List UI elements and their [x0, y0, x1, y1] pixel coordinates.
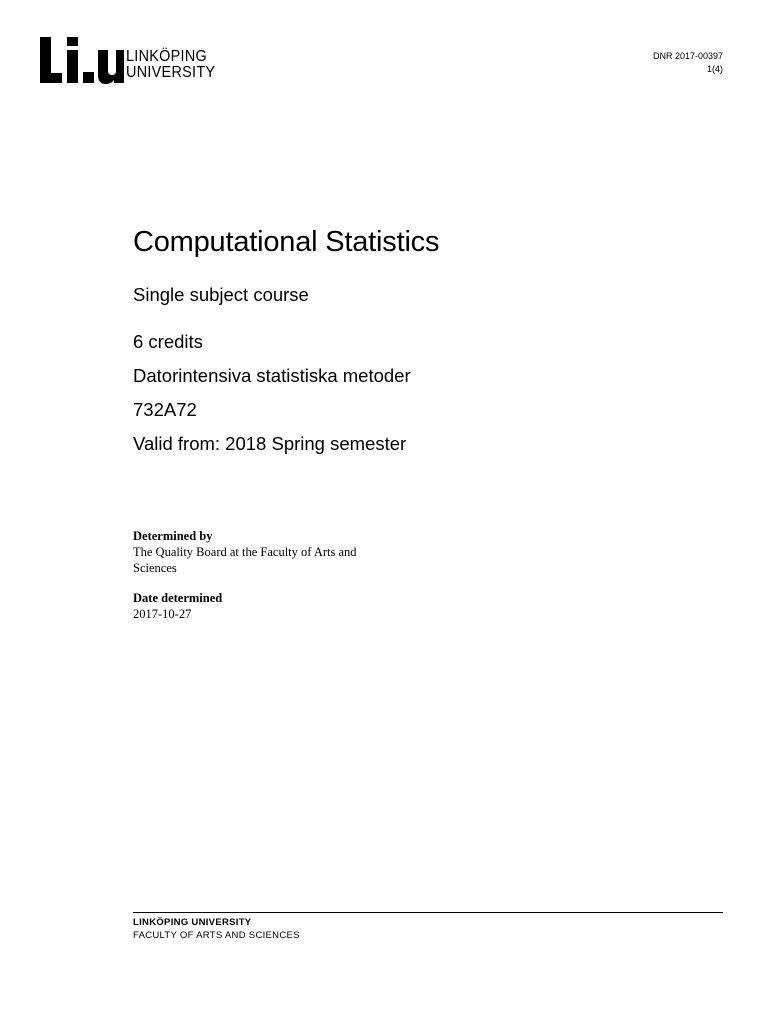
determined-by-label: Determined by: [133, 529, 213, 543]
course-info: [133, 330, 411, 466]
footer: [133, 916, 300, 942]
course-code: 732A72: [133, 399, 197, 420]
liu-logo-mark-icon: [40, 37, 124, 85]
logo-line-1: LINKÖPING: [126, 48, 208, 65]
document-reference: [653, 50, 723, 76]
course-credits: 6 credits: [133, 331, 203, 352]
determination-block: [133, 528, 403, 636]
footer-divider: [133, 912, 723, 913]
determined-by-group: [133, 528, 403, 576]
logo-wordmark: [126, 49, 215, 81]
course-type: Single subject course: [133, 284, 309, 305]
course-swedish-name: Datorintensiva statistiska metoder: [133, 365, 411, 386]
footer-faculty: FACULTY OF ARTS AND SCIENCES: [133, 930, 300, 941]
dnr-number: DNR 2017-00397: [652, 51, 723, 61]
date-determined-value: 2017-10-27: [133, 607, 192, 621]
page-counter: 1(4): [706, 64, 723, 74]
logo-line-2: UNIVERSITY: [126, 64, 216, 81]
date-determined-label: Date determined: [133, 591, 223, 605]
course-title: Computational Statistics: [133, 226, 440, 258]
date-determined-group: [133, 590, 403, 622]
course-valid-from: Valid from: 2018 Spring semester: [133, 433, 407, 454]
determined-by-value: The Quality Board at the Faculty of Arts and Sciences: [133, 545, 357, 575]
liu-logo: [40, 37, 230, 87]
footer-university: LINKÖPING UNIVERSITY: [133, 917, 252, 928]
